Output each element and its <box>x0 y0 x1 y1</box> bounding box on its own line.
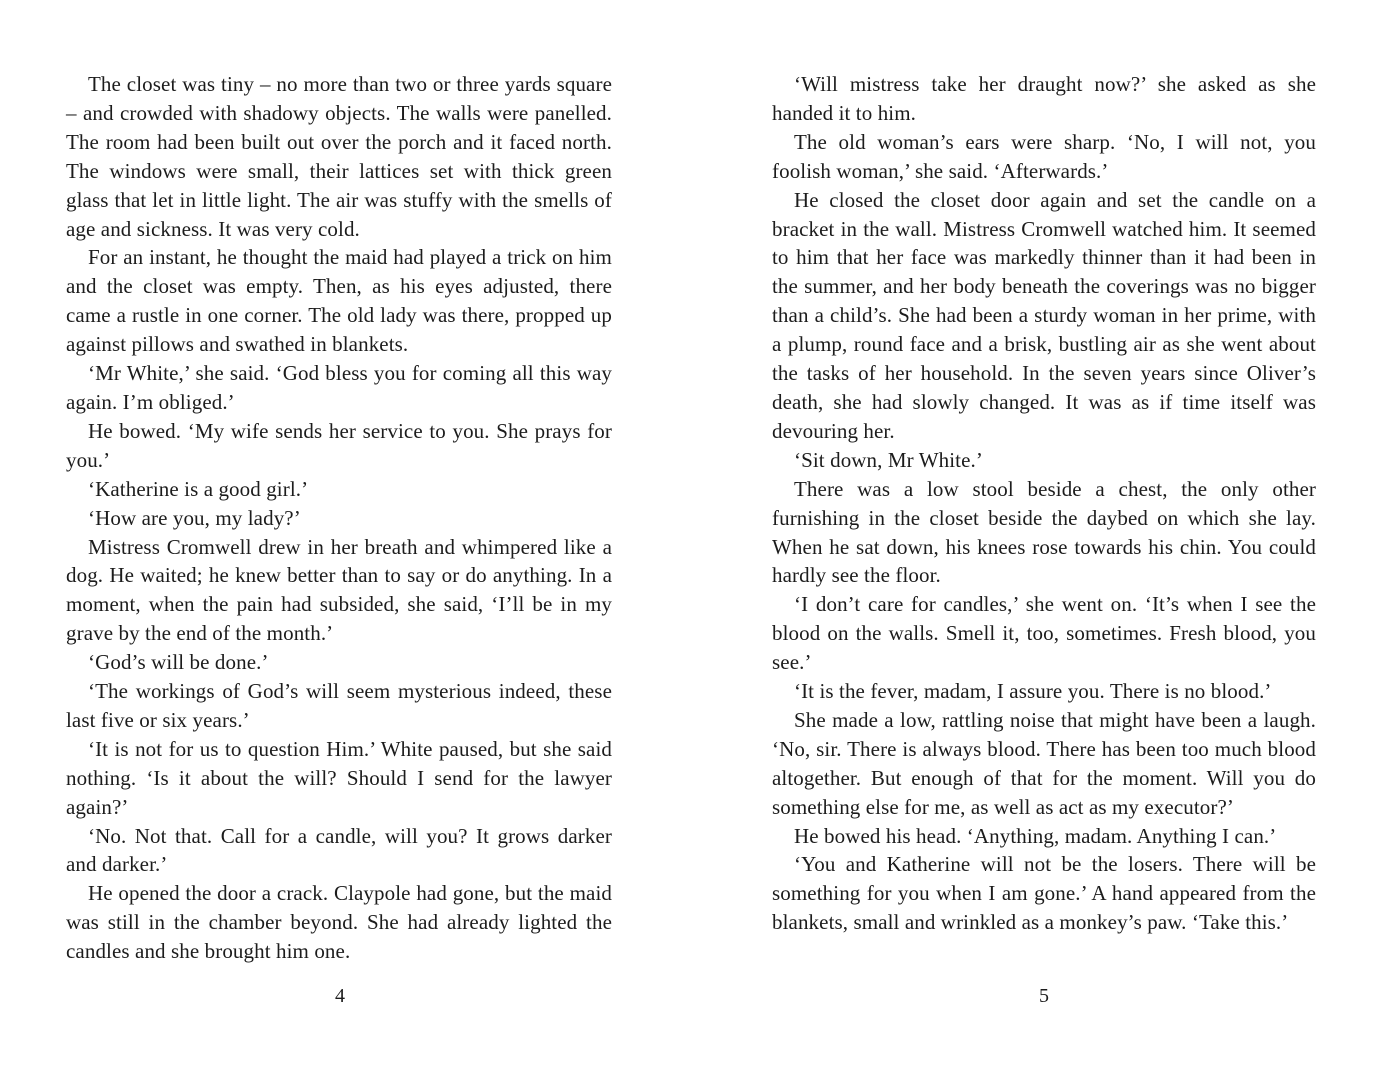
paragraph: He closed the closet door again and set the candle on a bracket in the wall. Mistress Cromwell watched him. It seemed to him that her face was markedly thinner than it had been in the summer, and her body beneath the coverings was no bigger than a child’s. She had been a sturdy woman in her prime, with a plump, round face and a brisk, bustling air as she went about the tasks of her household. In the seven years since Oliver’s death, she had slowly changed. It was as if time itself was devouring her. <box>772 187 1316 443</box>
paragraph: ‘Katherine is a good girl.’ <box>88 476 309 501</box>
paragraph: ‘No. Not that. Call for a candle, will you? It grows darker and darker.’ <box>66 823 612 877</box>
paragraph: He bowed his head. ‘Anything, madam. Anything I can.’ <box>794 823 1277 848</box>
paragraph: ‘Will mistress take her draught now?’ she asked as she handed it to him. <box>772 72 1316 125</box>
paragraph: Mistress Cromwell drew in her breath and whimpered like a dog. He waited; he knew better than to say or do anything. In a moment, when the pain had subsided, she said, ‘I’ll be in my grave by the end of the month.’ <box>66 534 612 646</box>
paragraph: ‘How are you, my lady?’ <box>88 505 301 530</box>
paragraph: She made a low, rattling noise that might have been a laugh. ‘No, sir. There is always blood. There has been too much blood altogether. But enough of that for the moment. Will you do something else for me, as well as act as my executor?’ <box>772 707 1316 819</box>
paragraph: ‘I don’t care for candles,’ she went on. ‘It’s when I see the blood on the walls. Smell it, too, sometimes. Fresh blood, you see.’ <box>772 592 1316 675</box>
paragraph: There was a low stool beside a chest, the only other furnishing in the closet beside the daybed on which she lay. When he sat down, his knees rose towards his chin. You could hardly see the floor. <box>772 476 1316 588</box>
page-number-left: 4 <box>335 985 345 1007</box>
paragraph: ‘You and Katherine will not be the losers. There will be something for you when I am gone.’ A hand appeared from the blankets, small and wrinkled as a monkey’s paw. ‘Take this.’ <box>772 852 1316 935</box>
paragraph: ‘Sit down, Mr White.’ <box>794 447 983 472</box>
paragraph: The closet was tiny – no more than two or three yards square – and crowded with shadowy objects. The walls were panelled. The room had been built out over the porch and it faced north. The windows were small, their lattices set with thick green glass that let in little light. The air was stuffy with the smells of age and sickness. It was very cold. <box>66 72 612 241</box>
page-number-right: 5 <box>1039 985 1049 1007</box>
paragraph: For an instant, he thought the maid had played a trick on him and the closet was empty. Then, as his eyes adjusted, there came a rustle in one corner. The old lady was there, propped up against pillows and swathed in blankets. <box>66 245 612 357</box>
paragraph: ‘Mr White,’ she said. ‘God bless you for coming all this way again. I’m obliged.’ <box>66 361 612 414</box>
paragraph: ‘The workings of God’s will seem mysterious indeed, these last five or six years.’ <box>66 679 612 732</box>
paragraph: ‘It is not for us to question Him.’ White paused, but she said nothing. ‘Is it about the will? Should I send for the lawyer again?’ <box>66 736 612 819</box>
paragraph: The old woman’s ears were sharp. ‘No, I will not, you foolish woman,’ she said. ‘Afterwards.’ <box>772 129 1316 183</box>
paragraph: He opened the door a crack. Claypole had gone, but the maid was still in the chamber beyond. She had already lighted the candles and she brought him one. <box>66 881 612 964</box>
paragraph: He bowed. ‘My wife sends her service to you. She prays for you.’ <box>66 418 612 472</box>
paragraph: ‘God’s will be done.’ <box>88 650 269 675</box>
right-page <box>772 70 1316 937</box>
left-page <box>66 70 612 966</box>
paragraph: ‘It is the fever, madam, I assure you. There is no blood.’ <box>794 679 1272 704</box>
